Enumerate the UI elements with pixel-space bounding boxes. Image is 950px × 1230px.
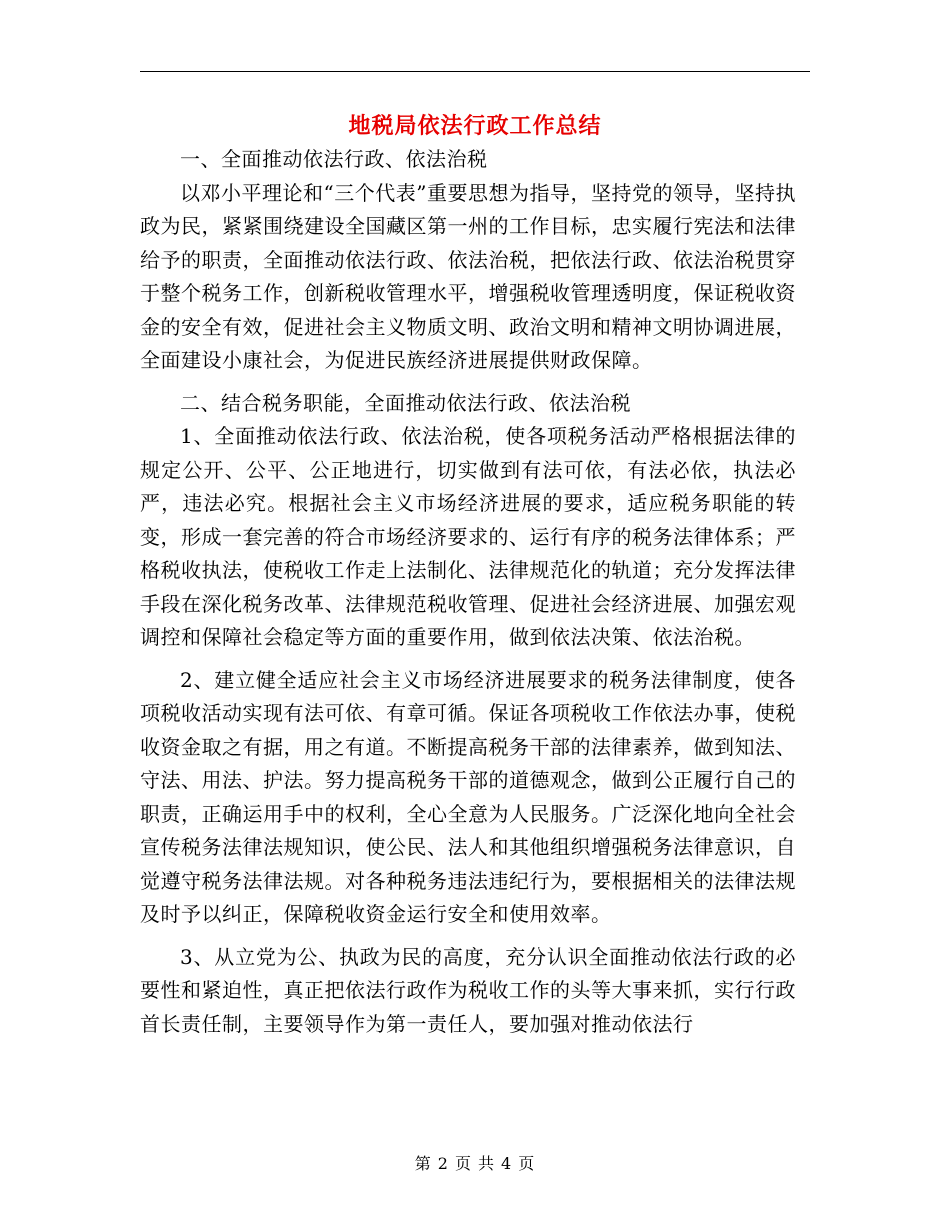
document-body <box>140 143 796 1041</box>
paragraph-item-2: 2、建立健全适应社会主义市场经济进展要求的税务法律制度，使各项税收活动实现有法可依、有章可循。保证各项税收工作依法办事，使税收资金取之有据，用之有道。不断提高税务干部的法律素养，做到知法、守法、用法、护法。努力提高税务干部的道德观念，做到公正履行自己的职责，正确运用手中的权利，全心全意为人民服务。广泛深化地向全社会宣传税务法律法规知识，使公民、法人和其他组织增强税务法律意识，自觉遵守税务法律法规。对各种税务违法违纪行为，要根据相关的法律法规及时予以纠正，保障税收资金运行安全和使用效率。 <box>140 667 796 926</box>
page-middle: 页 共 <box>454 1154 496 1173</box>
current-page-number: 2 <box>437 1154 449 1173</box>
paragraph-section-1-body: 以邓小平理论和“三个代表”重要思想为指导，坚持党的领导，坚持执政为民，紧紧围绕建设全国藏区第一州的工作目标，忠实履行宪法和法律给予的职责，全面推动依法行政、依法治税，把依法行政、依法治税贯穿于整个税务工作，创新税收管理水平，增强税收管理透明度，保证税收资金的安全有效，促进社会主义物质文明、政治文明和精神文明协调进展，全面建设小康社会，为促进民族经济进展提供财政保障。 <box>140 180 796 372</box>
paragraph-section-1-heading: 一、全面推动依法行政、依法治税 <box>180 147 488 171</box>
total-pages-number: 4 <box>501 1154 513 1173</box>
page-footer <box>140 1152 810 1176</box>
page-suffix: 页 <box>518 1154 536 1173</box>
document-title: 地税局依法行政工作总结 <box>348 113 602 139</box>
header-rule <box>140 71 810 72</box>
page-prefix: 第 <box>414 1154 432 1173</box>
paragraph-item-3: 3、从立党为公、执政为民的高度，充分认识全面推动依法行政的必要性和紧迫性，真正把依法行政作为税收工作的头等大事来抓，实行行政首长责任制，主要领导作为第一责任人，要加强对推动依法行 <box>140 944 796 1036</box>
paragraph-section-2-heading: 二、结合税务职能，全面推动依法行政、依法治税 <box>180 390 631 415</box>
paragraph-item-1: 1、全面推动依法行政、依法治税，使各项税务活动严格根据法律的规定公开、公平、公正地进行，切实做到有法可依，有法必依，执法必严，违法必究。根据社会主义市场经济进展的要求，适应税务职能的转变，形成一套完善的符合市场经济要求的、运行有序的税务法律体系；严格税收执法，使税收工作走上法制化、法律规范化的轨道；充分发挥法律手段在深化税务改革、法律规范税收管理、促进社会经济进展、加强宏观调控和保障社会稳定等方面的重要作用，做到依法决策、依法治税。 <box>140 424 796 649</box>
